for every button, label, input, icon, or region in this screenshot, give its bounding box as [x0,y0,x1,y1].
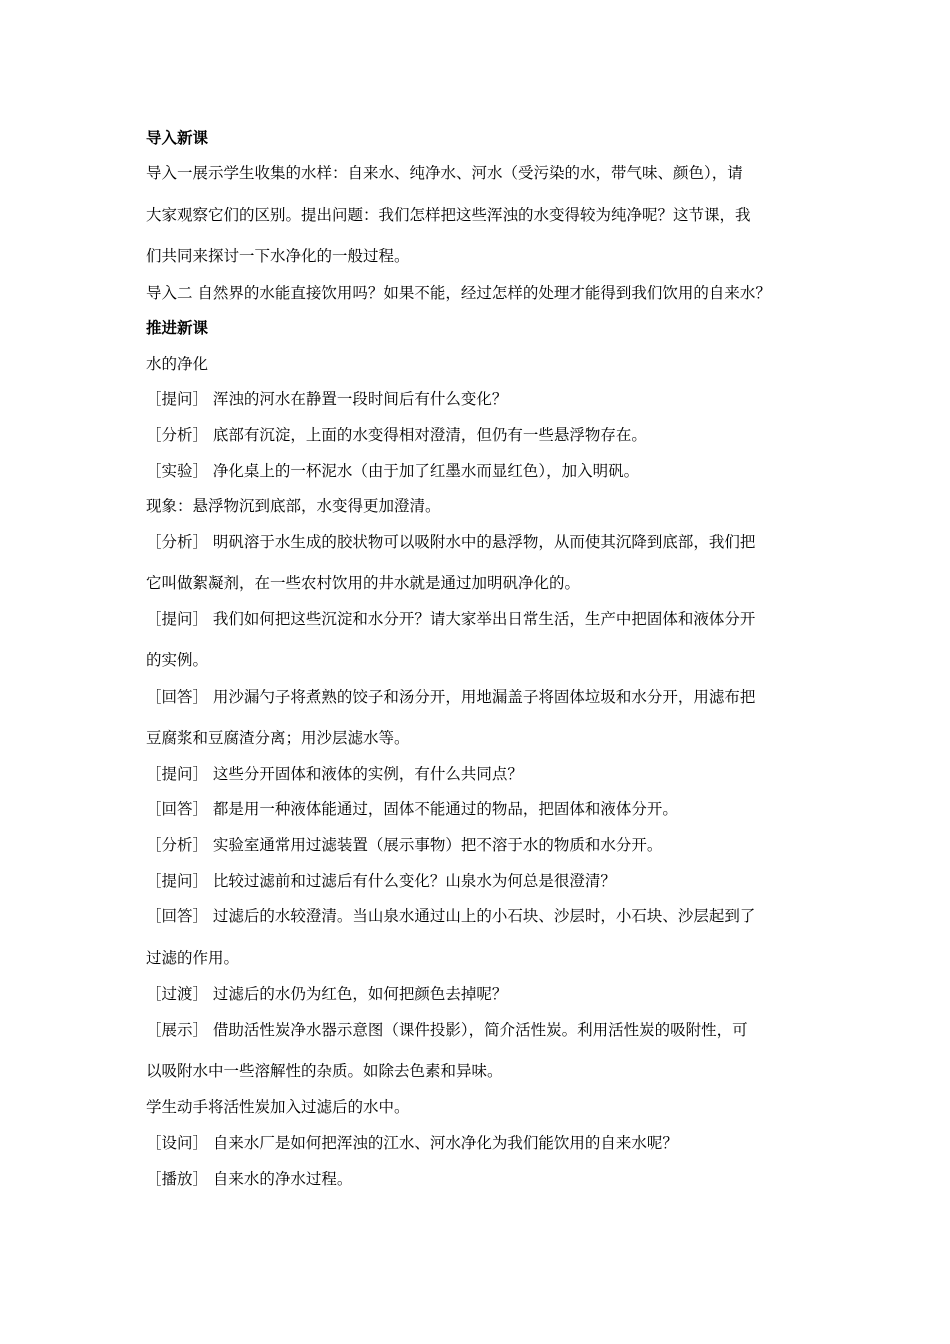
paragraph-line: ［提问］ 浑浊的河水在静置一段时间后有什么变化？ [146,390,508,408]
paragraph-line: 它叫做絮凝剂，在一些农村饮用的井水就是通过加明矾净化的。 [146,574,581,592]
paragraph-line: ［回答］ 过滤后的水较澄清。当山泉水通过山上的小石块、沙层时，小石块、沙层起到了 [146,907,756,925]
subheading: 水的净化 [146,355,209,373]
paragraph-line: 导入一展示学生收集的水样：自来水、纯净水、河水（受污染的水，带气味、颜色），请 [146,164,743,182]
paragraph-line: ［回答］ 用沙漏勺子将煮熟的饺子和汤分开，用地漏盖子将固体垃圾和水分开，用滤布把 [146,688,756,706]
paragraph-line: ［提问］ 这些分开固体和液体的实例，有什么共同点？ [146,765,523,783]
paragraph-line: 导入二 自然界的水能直接饮用吗？如果不能，经过怎样的处理才能得到我们饮用的自来水？ [146,284,771,302]
paragraph-line: ［过渡］ 过滤后的水仍为红色，如何把颜色去掉呢？ [146,985,508,1003]
paragraph-line: 豆腐浆和豆腐渣分离；用沙层滤水等。 [146,729,410,747]
paragraph-line: ［提问］ 我们如何把这些沉淀和水分开？请大家举出日常生活，生产中把固体和液体分开 [146,610,756,628]
paragraph-line: ［设问］ 自来水厂是如何把浑浊的江水、河水净化为我们能饮用的自来水呢？ [146,1134,678,1152]
paragraph-line: 现象：悬浮物沉到底部，水变得更加澄清。 [146,497,441,515]
paragraph-line: ［实验］ 净化桌上的一杯泥水（由于加了红墨水而显红色），加入明矾。 [146,462,640,480]
paragraph-line: 们共同来探讨一下水净化的一般过程。 [146,247,410,265]
paragraph-line: ［回答］ 都是用一种液体能通过，固体不能通过的物品，把固体和液体分开。 [146,800,678,818]
paragraph-line: ［分析］ 实验室通常用过滤装置（展示事物）把不溶于水的物质和水分开。 [146,836,663,854]
paragraph-line: 学生动手将活性炭加入过滤后的水中。 [146,1098,410,1116]
section-heading: 导入新课 [146,129,209,147]
section-heading: 推进新课 [146,319,209,337]
paragraph-line: ［分析］ 底部有沉淀，上面的水变得相对澄清，但仍有一些悬浮物存在。 [146,426,647,444]
paragraph-line: 以吸附水中一些溶解性的杂质。如除去色素和异味。 [146,1062,503,1080]
paragraph-line: ［分析］ 明矾溶于水生成的胶状物可以吸附水中的悬浮物，从而使其沉降到底部，我们把 [146,533,756,551]
paragraph-line: 大家观察它们的区别。提出问题：我们怎样把这些浑浊的水变得较为纯净呢？这节课，我 [146,206,751,224]
paragraph-line: ［播放］ 自来水的净水过程。 [146,1170,353,1188]
paragraph-line: 过滤的作用。 [146,949,240,967]
paragraph-line: ［提问］ 比较过滤前和过滤后有什么变化？山泉水为何总是很澄清？ [146,872,616,890]
paragraph-line: ［展示］ 借助活性炭净水器示意图（课件投影），简介活性炭。利用活性炭的吸附性，可 [146,1021,748,1039]
paragraph-line: 的实例。 [146,651,209,669]
